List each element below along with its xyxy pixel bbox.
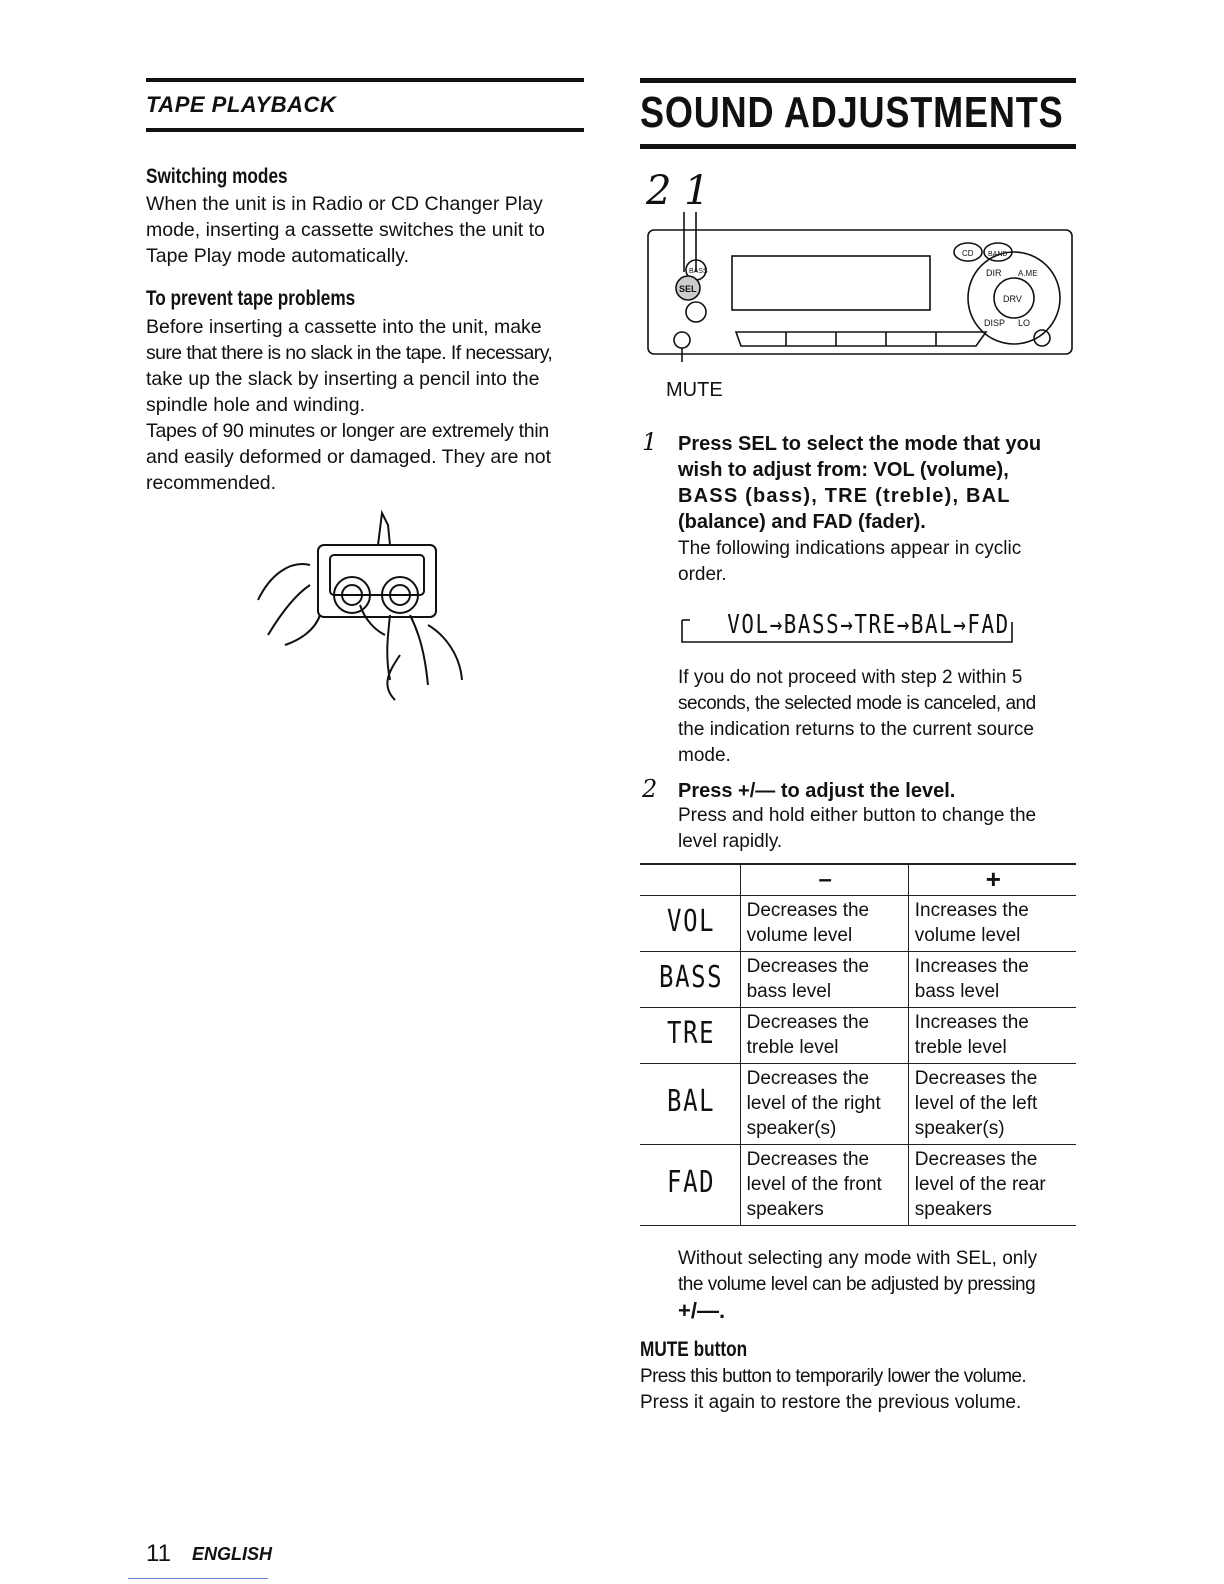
footer-divider xyxy=(128,1578,268,1579)
text-line: When the unit is in Radio or CD Changer Play xyxy=(146,193,543,215)
step-1-body xyxy=(678,536,1078,588)
text-line: Before inserting a cassette into the unit, make xyxy=(146,316,542,338)
minus-effect: Decreases the level of the right speaker(s) xyxy=(740,1064,908,1145)
text-line: +/—. xyxy=(678,1298,726,1323)
right-top-rule xyxy=(640,78,1076,83)
text-line: sure that there is no slack in the tape. If necessary, xyxy=(146,342,553,364)
text-line: Press and hold either button to change the xyxy=(678,805,1037,826)
plus-effect: Increases the volume level xyxy=(914,900,1029,946)
text-line: Tape Play mode automatically. xyxy=(146,245,410,267)
mute-button-text xyxy=(640,1364,1080,1416)
text-line: seconds, the selected mode is canceled, and xyxy=(678,693,1036,714)
disp-button-label: DISP xyxy=(984,318,1006,328)
minus-effect: Decreases the treble level xyxy=(740,1008,908,1064)
left-title-underline xyxy=(146,128,584,132)
prevent-tape-text xyxy=(146,314,586,496)
text-line: mode, inserting a cassette switches the unit to xyxy=(146,219,545,241)
text-line: Tapes of 90 minutes or longer are extremely thin xyxy=(146,420,549,442)
mode-sequence-text: VOL→BASS→TRE→BAL→FAD xyxy=(727,610,1010,640)
step-1-instruction xyxy=(678,431,1078,535)
text-line: Press SEL to select the mode that you xyxy=(678,433,1042,455)
stereo-panel-diagram xyxy=(646,212,1076,362)
page-title: SOUND ADJUSTMENTS xyxy=(640,88,1064,137)
table-row xyxy=(640,1064,1076,1145)
mode-cell xyxy=(640,1008,740,1064)
mute-button-heading: MUTE button xyxy=(640,1338,748,1361)
mode-indicator: VOL xyxy=(666,903,715,939)
bass-button-label: BASS xyxy=(689,268,708,275)
cd-button-label: CD xyxy=(962,249,974,258)
text-line: Press this button to temporarily lower the volume. xyxy=(640,1366,1027,1387)
text-line: spindle hole and winding. xyxy=(146,394,365,416)
text-line: Without selecting any mode with SEL, only xyxy=(678,1248,1038,1269)
table-row xyxy=(640,1145,1076,1226)
plus-effect: Decreases the level of the left speaker(s) xyxy=(914,1068,1038,1139)
table-row xyxy=(640,952,1076,1008)
text-line: wish to adjust from: VOL (volume), xyxy=(678,459,1009,481)
minus-effect: Decreases the level of the front speakers xyxy=(740,1145,908,1226)
mode-cycle-display xyxy=(678,610,1018,650)
mode-cell xyxy=(640,952,740,1008)
sel-button-label: SEL xyxy=(679,284,697,294)
plus-effect: Decreases the level of the rear speakers xyxy=(914,1149,1046,1220)
band-button-label: BAND xyxy=(988,251,1008,258)
mute-callout-label: MUTE xyxy=(666,379,723,401)
page-number: 11 xyxy=(146,1540,171,1567)
right-title-underline xyxy=(640,144,1076,149)
mode-indicator: FAD xyxy=(666,1165,715,1200)
prevent-tape-heading: To prevent tape problems xyxy=(146,287,356,310)
text-line: (balance) and FAD (fader). xyxy=(678,511,926,533)
mode-indicator: BASS xyxy=(658,959,723,995)
text-line: the indication returns to the current source xyxy=(678,719,1034,740)
step-2-body xyxy=(678,803,1078,855)
text-line: BASS (bass), TRE (treble), BAL xyxy=(678,485,1011,507)
text-line: recommended. xyxy=(146,472,277,494)
ame-button-label: A.ME xyxy=(1018,269,1038,278)
plus-effect: Increases the bass level xyxy=(914,956,1029,1002)
drv-button-label: DRV xyxy=(1003,294,1022,304)
dir-button-label: DIR xyxy=(986,268,1002,278)
minus-effect: Decreases the volume level xyxy=(740,896,908,952)
adjustment-table xyxy=(640,863,1076,1226)
mode-cell xyxy=(640,896,740,952)
text-line: Press it again to restore the previous volume. xyxy=(640,1392,1022,1413)
table-header-plus: + xyxy=(985,864,1001,894)
minus-effect: Decreases the bass level xyxy=(740,952,908,1008)
table-header-empty xyxy=(640,864,740,896)
table-header-minus: – xyxy=(740,864,908,896)
left-top-rule xyxy=(146,78,584,82)
text-line: mode. xyxy=(678,745,731,766)
lo-button-label: LO xyxy=(1018,318,1031,328)
figure-step-numbers: 2 1 xyxy=(646,168,710,214)
table-header-row xyxy=(640,864,1076,896)
table-row xyxy=(640,896,1076,952)
step-1-note xyxy=(678,665,1078,769)
text-line: If you do not proceed with step 2 within 5 xyxy=(678,667,1023,688)
text-line: the volume level can be adjusted by pressing xyxy=(678,1274,1036,1295)
step-2-instruction: Press +/— to adjust the level. xyxy=(678,780,956,802)
step-2-number: 2 xyxy=(642,775,658,803)
mode-indicator: TRE xyxy=(666,1015,715,1051)
mode-indicator: BAL xyxy=(666,1084,715,1119)
switching-modes-text xyxy=(146,191,586,269)
step-1-number: 1 xyxy=(642,428,658,456)
text-line: level rapidly. xyxy=(678,831,783,852)
language-label: ENGLISH xyxy=(192,1544,273,1564)
text-line: order. xyxy=(678,564,727,585)
switching-modes-heading: Switching modes xyxy=(146,165,288,188)
table-row xyxy=(640,1008,1076,1064)
text-line: The following indications appear in cyclic xyxy=(678,538,1022,559)
mode-cell xyxy=(640,1145,740,1226)
plus-effect: Increases the treble level xyxy=(914,1012,1029,1058)
cassette-hands-illustration xyxy=(250,505,480,705)
section-title: TAPE PLAYBACK xyxy=(146,92,337,117)
text-line: take up the slack by inserting a pencil into the xyxy=(146,368,540,390)
without-sel-note xyxy=(678,1246,1078,1324)
mode-cell xyxy=(640,1064,740,1145)
text-line: and easily deformed or damaged. They are not xyxy=(146,446,552,468)
